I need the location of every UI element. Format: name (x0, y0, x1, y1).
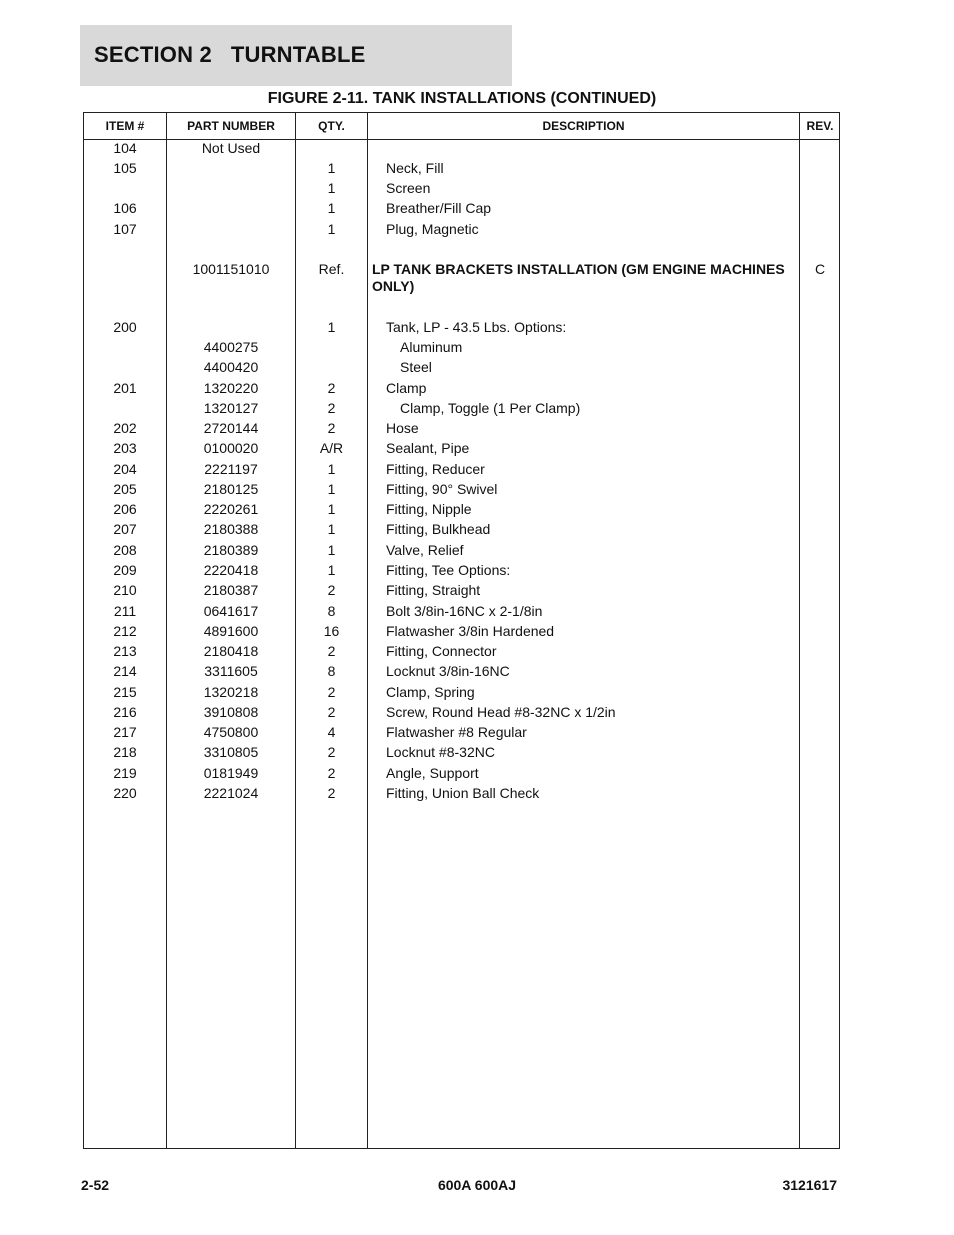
item-number: 105 (113, 160, 137, 176)
column-divider (367, 113, 368, 1148)
item-number: 104 (113, 140, 137, 156)
part-number: 2720144 (203, 420, 259, 436)
description: Fitting, Straight (386, 582, 481, 598)
description: Flatwasher #8 Regular (386, 724, 527, 740)
description: Locknut 3/8in-16NC (386, 663, 510, 679)
item-number: 208 (113, 542, 137, 558)
quantity: 1 (327, 461, 336, 477)
item-number: 212 (113, 623, 137, 639)
part-number: 4891600 (203, 623, 259, 639)
quantity: 1 (327, 562, 336, 578)
header-part-number: PART NUMBER (187, 119, 275, 133)
description: Steel (400, 359, 432, 375)
part-number: 2180125 (203, 481, 259, 497)
quantity: 8 (327, 603, 336, 619)
description: Screw, Round Head #8-32NC x 1/2in (386, 704, 616, 720)
section-title: SECTION 2 TURNTABLE (94, 42, 366, 67)
item-number: 213 (113, 643, 137, 659)
part-number: 2221197 (204, 461, 258, 477)
description: Fitting, 90° Swivel (386, 481, 498, 497)
part-number: 4400420 (203, 359, 259, 375)
item-number: 218 (113, 744, 137, 760)
quantity: 4 (327, 724, 336, 740)
quantity: Ref. (318, 261, 345, 277)
item-number: 200 (113, 319, 137, 335)
quantity: 2 (327, 684, 336, 700)
item-number: 106 (113, 200, 137, 216)
document-number: 3121617 (782, 1177, 837, 1193)
part-number: 1320127 (203, 400, 259, 416)
quantity: 2 (327, 744, 336, 760)
quantity: 1 (327, 542, 336, 558)
quantity: 1 (327, 180, 336, 196)
figure-title: FIGURE 2-11. TANK INSTALLATIONS (CONTINUED) (267, 90, 657, 107)
part-number: 4400275 (203, 339, 259, 355)
part-number: 2221024 (203, 785, 259, 801)
description: Fitting, Tee Options: (386, 562, 511, 578)
header-qty: QTY. (318, 119, 345, 133)
header-description: DESCRIPTION (542, 119, 625, 133)
quantity: 1 (327, 521, 336, 537)
quantity: 2 (327, 420, 336, 436)
description: Clamp (386, 380, 427, 396)
part-number: 3311605 (204, 663, 258, 679)
description: Fitting, Reducer (386, 461, 485, 477)
quantity: 1 (327, 319, 336, 335)
part-number: Not Used (201, 140, 261, 156)
part-number: 2220418 (203, 562, 259, 578)
item-number: 211 (113, 603, 137, 619)
quantity: 16 (323, 623, 340, 639)
quantity: 2 (327, 643, 336, 659)
item-number: 207 (113, 521, 137, 537)
description: Bolt 3/8in-16NC x 2-1/8in (386, 603, 543, 619)
part-number: 3310805 (203, 744, 259, 760)
description: Locknut #8-32NC (386, 744, 495, 760)
description: Fitting, Connector (386, 643, 497, 659)
description: Screen (386, 180, 431, 196)
part-number: 2180389 (203, 542, 259, 558)
item-number: 209 (113, 562, 137, 578)
quantity: 2 (327, 380, 336, 396)
item-number: 215 (113, 684, 137, 700)
section-banner (80, 25, 512, 86)
quantity: 1 (327, 481, 336, 497)
item-number: 206 (113, 501, 137, 517)
description: Valve, Relief (386, 542, 464, 558)
description: Clamp, Spring (386, 684, 475, 700)
part-number: 0100020 (203, 440, 259, 456)
description: Sealant, Pipe (386, 440, 470, 456)
item-number: 107 (113, 221, 137, 237)
item-number: 202 (113, 420, 137, 436)
quantity: 2 (327, 785, 336, 801)
header-rev: REV. (806, 119, 834, 133)
part-number: 3910808 (203, 704, 259, 720)
part-number: 1320218 (203, 684, 259, 700)
part-number: 2220261 (203, 501, 259, 517)
description: Flatwasher 3/8in Hardened (386, 623, 555, 639)
quantity: 1 (327, 501, 336, 517)
description: Plug, Magnetic (386, 221, 479, 237)
description: Tank, LP - 43.5 Lbs. Options: (386, 319, 567, 335)
part-number: 0181949 (203, 765, 259, 781)
description: Fitting, Nipple (386, 501, 472, 517)
quantity: 1 (327, 200, 336, 216)
description: Fitting, Bulkhead (386, 521, 491, 537)
item-number: 201 (113, 380, 137, 396)
item-number: 214 (113, 663, 137, 679)
part-number: 2180387 (203, 582, 259, 598)
item-number: 204 (113, 461, 137, 477)
part-number: 2180418 (203, 643, 259, 659)
description: Clamp, Toggle (1 Per Clamp) (400, 400, 581, 416)
model-label: 600A 600AJ (437, 1177, 517, 1193)
page-number: 2-52 (81, 1177, 110, 1193)
revision: C (814, 261, 826, 277)
quantity: 8 (327, 663, 336, 679)
item-number: 205 (113, 481, 137, 497)
description: Breather/Fill Cap (386, 200, 492, 216)
description: Neck, Fill (386, 160, 444, 176)
description: Hose (386, 420, 419, 436)
description: LP TANK BRACKETS INSTALLATION (GM ENGINE MACHINES ONLY) (372, 261, 785, 294)
part-number: 2180388 (203, 521, 259, 537)
part-number: 4750800 (203, 724, 259, 740)
quantity: 2 (327, 400, 336, 416)
part-number: 1001151010 (192, 261, 270, 277)
part-number: 1320220 (203, 380, 259, 396)
item-number: 210 (113, 582, 137, 598)
description: Fitting, Union Ball Check (386, 785, 540, 801)
item-number: 220 (113, 785, 137, 801)
item-number: 203 (113, 440, 137, 456)
description: Aluminum (400, 339, 463, 355)
part-number: 0641617 (203, 603, 259, 619)
header-item: ITEM # (105, 119, 145, 133)
description: Angle, Support (386, 765, 479, 781)
item-number: 219 (113, 765, 137, 781)
quantity: 2 (327, 582, 336, 598)
quantity: A/R (319, 440, 344, 456)
item-number: 216 (113, 704, 137, 720)
item-number: 217 (113, 724, 137, 740)
quantity: 1 (327, 221, 336, 237)
parts-table (83, 112, 840, 1149)
quantity: 2 (327, 765, 336, 781)
quantity: 1 (327, 160, 336, 176)
quantity: 2 (327, 704, 336, 720)
